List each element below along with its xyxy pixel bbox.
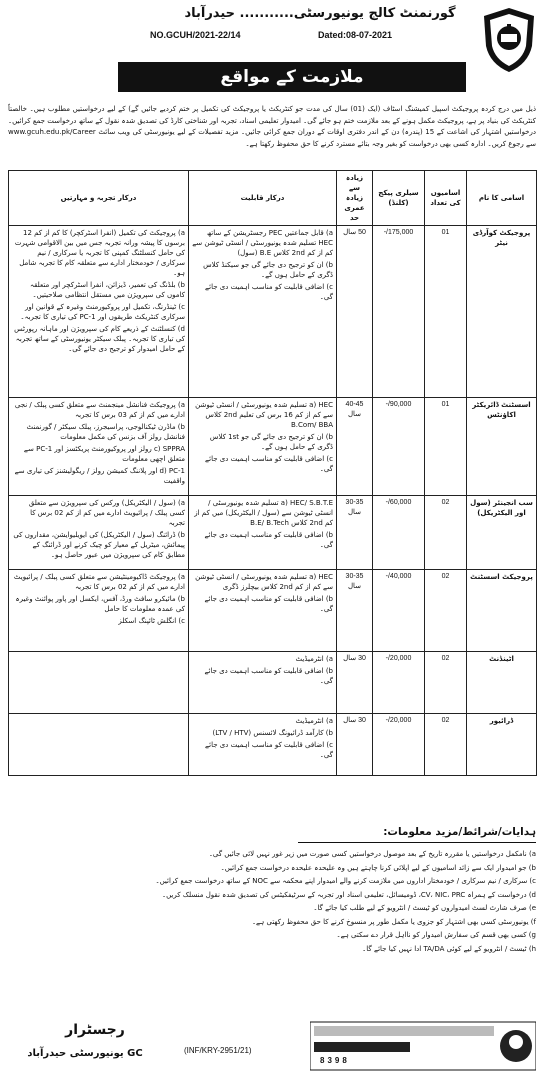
table-row [9, 570, 537, 652]
table-row [9, 496, 537, 570]
qualification-item: a) انٹرمیڈیٹ [295, 655, 333, 663]
table-row [9, 226, 537, 398]
experience-item: a) پروجیکٹ کی تکمیل (انفرا اسٹرکچر) کا کم از کم 12 برسوں کا پیشہ ورانہ تجربہ جس میں بین الاقوامی شہرت کی حامل کنسلٹنگ کمپنی کا تجربہ یا سرکاری / نیم سرکاری / خودمختار ادارے سے متعلقہ کام کا تجربہ شامل ہو۔ [14, 229, 185, 277]
post-name: پروجیکٹ کوآرڈی نیٹر [467, 226, 537, 398]
university-crest-icon [480, 6, 538, 74]
header-age: زیادہ سے زیادہ عمری حد [337, 171, 373, 226]
post-qualification [189, 398, 337, 496]
qualification-item: c) اضافی قابلیت کو مناسب اہمیت دی جائے گی۔ [205, 455, 333, 473]
qualification-item: b) اضافی قابلیت کو مناسب اہمیت دی جائے گی۔ [204, 531, 333, 549]
qualification-item: b) اضافی قابلیت کو مناسب اہمیت دی جائے گی۔ [204, 595, 333, 613]
registrar-signature: رجسٹرار [65, 1022, 125, 1038]
qualification-item: c) اضافی قابلیت کو مناسب اہمیت دی جائے گی۔ [205, 283, 333, 301]
post-count: 02 [425, 652, 467, 714]
experience-item: a) پروجیکٹ ڈاکیومینٹیشن سے متعلق کسی پبلک / پرائیویٹ ادارے میں کم از کم 02 برس کا تجربہ [13, 573, 185, 591]
post-salary: 175,000/- [373, 226, 425, 398]
post-age-limit: 30 سال [337, 652, 373, 714]
instructions-divider [298, 842, 536, 843]
post-salary: 20,000/- [373, 652, 425, 714]
post-count: 01 [425, 398, 467, 496]
post-age-limit: 30-35 سال [337, 496, 373, 570]
post-name: اٹینڈنٹ [467, 652, 537, 714]
post-name: اسسٹنٹ ڈائریکٹر اکاؤنٹس [467, 398, 537, 496]
intro-paragraph: ذیل میں درج کردہ پروجیکٹ اسپیل کمیشنگ اسٹاف (ایک (01) سال کی مدت جو کنٹریکٹ یا پروجیکٹ کی تکمیل پر ختم کردیے جائیں گے) کے لیے درخواستیں مطلوب ہیں۔ خالصتاً کنٹریکٹ کی بنیاد پر ہے، پروجیکٹ مکمل ہونے کے بعد ملازمت ختم ہو جائے گی۔ امیدوار تعلیمی اسناد، تجربہ اور شناختی کارڈ کی تصدیق شدہ نقول کے ساتھ درخواست جمع کرائیں۔ درخواستیں اشتہار کی اشاعت کے 15 (پندرہ) دن کے اندر دفتری اوقات کے دوران جمع کرائی جائیں۔ مزید تفصیلات کے لیے یونیورسٹی کی ویب سائٹ www.gcuh.edu.pk/Career سے رجوع کریں۔ ادارہ کسی بھی درخواست کو بغیر وجہ بتائے مسترد کرنے کا حق محفوظ رکھتا ہے۔ [8, 105, 537, 148]
instruction-item: e) صرف شارٹ لسٹ امیدواروں کو ٹیسٹ / انٹرویو کے لیے طلب کیا جائے گا۔ [313, 904, 536, 912]
post-qualification [189, 714, 337, 776]
table-header-row [9, 171, 537, 226]
header-salary: سیلری پیکج (کلنڈ) [373, 171, 425, 226]
post-salary: 40,000/- [373, 570, 425, 652]
qualification-item: c) اضافی قابلیت کو مناسب اہمیت دی جائے گی۔ [205, 741, 333, 759]
qualification-item: b) اضافی قابلیت کو مناسب اہمیت دی جائے گی۔ [204, 667, 333, 685]
university-title: گورنمنٹ کالج یونیورسٹی........... حیدرآباد [184, 6, 456, 21]
post-salary: 60,000/- [373, 496, 425, 570]
post-experience [9, 398, 189, 496]
experience-item: a) (سول / الیکٹریکل) ورکس کی سپرویژن سے متعلق کسی پبلک / پرائیویٹ ادارے میں کم از کم 02 برس کا تجربہ [28, 499, 185, 527]
header-count: اسامیوں کی تعداد [425, 171, 467, 226]
experience-item: c) ٹینڈرنگ، تکمیل اور پروکیورمنٹ وغیرہ کے قوانین اور سرکاری کنٹریکٹ طریقوں اور PC-1 کی تیاری کا تجربہ۔ [20, 303, 185, 321]
post-name: ڈرائیور [467, 714, 537, 776]
table-row [9, 398, 537, 496]
post-experience [9, 570, 189, 652]
post-count: 01 [425, 226, 467, 398]
experience-item: b) ماڈرن ٹیکنالوجی، پراسیجرز، پبلک سیکٹر / گورنمنٹ فنانشل رولز آف بزنس کی مکمل معلومات [26, 423, 185, 441]
qualification-item: a) انٹرمیڈیٹ [295, 717, 333, 725]
instructions-list [40, 848, 536, 956]
advertisement-date: Dated:08-07-2021 [318, 30, 393, 40]
experience-item: c) SPPRA رولز اور پروکیورمنٹ پریکٹسز اور PC-1 سے متعلق اچھی معلومات [23, 445, 185, 463]
qualification-item: a) HEC تسلیم شدہ یونیورسٹی / انسٹی ٹیوشن سے کم از کم 16 برس کی تعلیم 2nd کلاس B.Com/ BBA [195, 401, 333, 429]
instruction-item: f) یونیورسٹی کسی بھی اشتہار کو جزوی یا مکمل طور پر منسوخ کرنے کا حق محفوظ رکھتی ہے۔ [251, 917, 536, 926]
registrar-university: GC یونیورسٹی حیدرآباد [27, 1048, 143, 1059]
post-count: 02 [425, 570, 467, 652]
post-qualification [189, 496, 337, 570]
inf-code: (INF/KRY-2951/21) [184, 1046, 252, 1055]
post-age-limit: 40-45 سال [337, 398, 373, 496]
reference-number: NO.GCUH/2021-22/14 [150, 30, 241, 40]
qualification-item: a) HEC تسلیم شدہ یونیورسٹی / انسٹی ٹیوشن سے کم از کم 2nd کلاس بیچلرز ڈگری [195, 573, 333, 591]
experience-item: a) پروجیکٹ فنانشل مینجمنٹ سے متعلق کسی پبلک / نجی ادارے میں کم از کم 03 برس کا تجربہ [14, 401, 185, 419]
qualification-item: b) کارآمد ڈرائیونگ لائسنس (LTV / HTV) [212, 729, 333, 737]
experience-item: b) بلڈنگ کی تعمیر، ڈیزائن، انفرا اسٹرکچر اور متعلقہ کاموں کی سپرویژن میں مستقل انتظامی صلاحیتیں۔ [30, 281, 185, 299]
instruction-item: c) سرکاری / نیم سرکاری / خودمختار اداروں میں ملازمت کرنے والے امیدوار اپنے محکمہ سے NOC کے ساتھ درخواست جمع کرائیں۔ [155, 877, 536, 885]
experience-item: b) ڈرائنگ (سول / الیکٹریکل) کی ایویلیوایشن، مقداروں کی پیمائش، میٹریل کے معیار کو چیک کرنے اور ڈرائنگ کے مطابق کام کی سپرویژن میں عبور حاصل ہو۔ [13, 531, 185, 559]
post-age-limit: 30-35 سال [337, 570, 373, 652]
experience-item: b) مائیکرو سافٹ ورڈ، آفس، ایکسل اور پاور پوائنٹ وغیرہ کی عمدہ معلومات کا حامل [15, 595, 185, 613]
qualification-item: b) ان کو ترجیح دی جائے گی جو 1st کلاس ڈگری کے حامل ہوں گے۔ [209, 433, 333, 451]
post-qualification [189, 226, 337, 398]
qualification-item: a) HEC/ S.B.T.E تسلیم شدہ یونیورسٹی / انسٹی ٹیوشن سے (سول / الیکٹریکل) میں کم از کم 2nd کلاس B.E/ B.Tech [194, 499, 333, 527]
instruction-item: a) نامکمل درخواستیں یا مقررہ تاریخ کے بعد موصول درخواستیں کسی صورت میں زیر غور نہیں لائی جائیں گی۔ [208, 850, 536, 858]
experience-item: c) انگلش ٹائپنگ اسکلز [118, 617, 185, 625]
experience-item: d) کنسلٹنٹ کے ذریعے کام کی سپرویژن اور ماہانہ رپورٹس کی تیاری کا تجربہ۔ پبلک سیکٹر یونیورسٹی کے ساتھ تجربہ کے حامل امیدوار کو ترجیح دی جائے گی۔ [14, 325, 185, 353]
instruction-item: g) کسی بھی قسم کی سفارش امیدوار کو نااہل قرار دے سکتی ہے۔ [336, 931, 536, 939]
post-salary: 90,000/- [373, 398, 425, 496]
instruction-item: h) ٹیسٹ / انٹرویو کے لیے کوئی TA/DA ادا نہیں کیا جائے گا۔ [362, 944, 536, 953]
post-experience [9, 226, 189, 398]
page-title-banner: ملازمت کے مواقع [118, 62, 466, 92]
post-name: سب انجینئر (سول اور الیکٹریکل) [467, 496, 537, 570]
header-post: اسامی کا نام [467, 171, 537, 226]
post-count: 02 [425, 496, 467, 570]
instruction-item: b) جو امیدوار ایک سے زائد اسامیوں کے لیے اپلائی کرنا چاہتے ہیں وہ علیحدہ علیحدہ درخواست جمع کرائیں۔ [220, 863, 536, 872]
post-salary: 20,000/- [373, 714, 425, 776]
post-qualification [189, 570, 337, 652]
jobs-table [8, 170, 537, 776]
post-experience [9, 496, 189, 570]
header-experience: درکار تجربہ و مہارتیں [9, 171, 189, 226]
experience-item: d) PC-1 اور پلاننگ کمیشن رولز / ریگولیشنز کی تیاری سے واقفیت [14, 467, 185, 485]
qualification-item: a) قابل جماعتیں PEC رجسٹریشن کے ساتھ HEC تسلیم شدہ یونیورسٹی / انسٹی ٹیوشن سے کم از کم 2nd کلاس B.E (سول) [192, 229, 333, 257]
table-row [9, 652, 537, 714]
instruction-item: d) درخواست کے ہمراہ CV، NIC، PRC، ڈومیسائل، تعلیمی اسناد اور تجربہ کے سرٹیفکیٹس کی تصدیق شدہ نقول منسلک کریں۔ [161, 890, 536, 899]
qualification-item: b) ان کو ترجیح دی جائے گی جو سیکنڈ کلاس ڈگری کے حامل ہوں گے۔ [203, 261, 333, 279]
table-row [9, 714, 537, 776]
instructions-title: ہدایات/شرائط/مزید معلومات: [383, 826, 536, 838]
header-qualification: درکار قابلیت [189, 171, 337, 226]
post-age-limit: 50 سال [337, 226, 373, 398]
stamp-digits: 8398 [320, 1056, 350, 1065]
post-count: 02 [425, 714, 467, 776]
post-experience [9, 714, 189, 776]
post-name: پروجیکٹ اسسٹنٹ [467, 570, 537, 652]
post-age-limit: 30 سال [337, 714, 373, 776]
post-experience [9, 652, 189, 714]
post-qualification [189, 652, 337, 714]
